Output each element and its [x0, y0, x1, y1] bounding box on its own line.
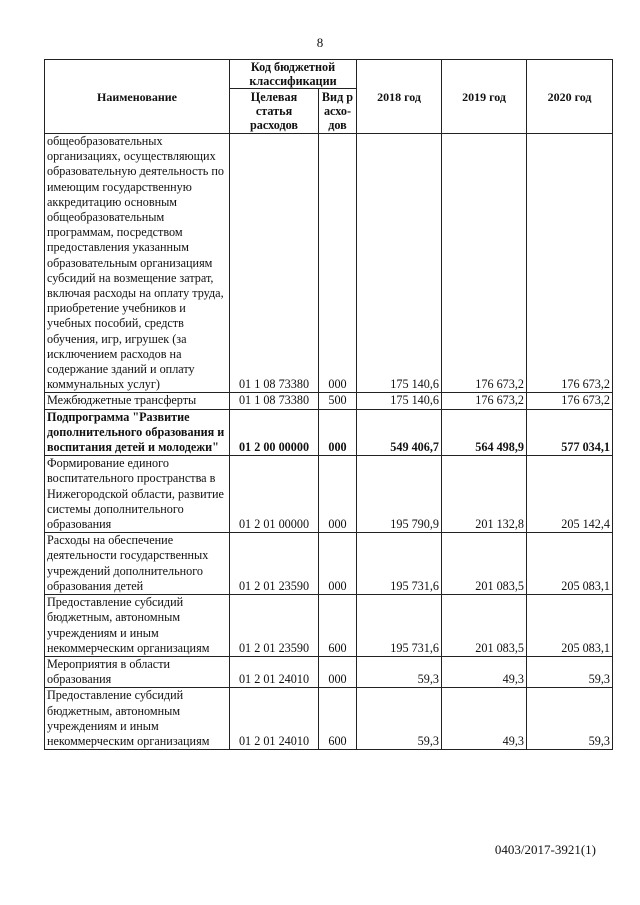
- row-name: Предоставление субсидий бюджетным, автономным учреждениям и иным некоммерческим организациям: [45, 688, 230, 750]
- row-name: Подпрограмма "Развитие дополнительного образования и воспитания детей и молодежи": [45, 409, 230, 456]
- row-name: Мероприятия в области образования: [45, 656, 230, 687]
- row-2019: 49,3: [442, 656, 527, 687]
- row-2020: 59,3: [527, 656, 613, 687]
- row-type: 000: [319, 533, 357, 595]
- table-row: [45, 656, 613, 687]
- row-2018: 549 406,7: [357, 409, 442, 456]
- row-2019: 201 083,5: [442, 533, 527, 595]
- row-2018: 175 140,6: [357, 134, 442, 393]
- row-code: 01 1 08 73380: [230, 393, 319, 409]
- row-2018: 195 731,6: [357, 595, 442, 657]
- row-code: 01 2 01 23590: [230, 533, 319, 595]
- header-2019: 2019 год: [442, 60, 527, 134]
- row-code: 01 2 01 24010: [230, 688, 319, 750]
- row-2020: 176 673,2: [527, 393, 613, 409]
- row-code: 01 2 01 00000: [230, 456, 319, 533]
- row-2019: 176 673,2: [442, 393, 527, 409]
- header-expense-type: Вид расхо-дов: [319, 89, 357, 134]
- row-2019: 564 498,9: [442, 409, 527, 456]
- row-2019: 201 132,8: [442, 456, 527, 533]
- table-row: [45, 134, 613, 393]
- header-2020: 2020 год: [527, 60, 613, 134]
- row-type: 600: [319, 688, 357, 750]
- row-2020: 205 083,1: [527, 595, 613, 657]
- row-code: 01 2 00 00000: [230, 409, 319, 456]
- table-row: [45, 409, 613, 456]
- row-2019: 49,3: [442, 688, 527, 750]
- table-row: [45, 533, 613, 595]
- header-target-article: Целевая статья расходов: [230, 89, 319, 134]
- page-number: 8: [316, 35, 324, 50]
- row-2020: 577 034,1: [527, 409, 613, 456]
- row-name: Формирование единого воспитательного пространства в Нижегородской области, развитие системы дополнительного образования: [45, 456, 230, 533]
- row-code: 01 1 08 73380: [230, 134, 319, 393]
- row-code: 01 2 01 24010: [230, 656, 319, 687]
- row-type: 000: [319, 456, 357, 533]
- row-2018: 195 790,9: [357, 456, 442, 533]
- row-2019: 201 083,5: [442, 595, 527, 657]
- row-2018: 195 731,6: [357, 533, 442, 595]
- row-2018: 59,3: [357, 688, 442, 750]
- table-row: [45, 456, 613, 533]
- table-row: [45, 393, 613, 409]
- row-code: 01 2 01 23590: [230, 595, 319, 657]
- row-name: Расходы на обеспечение деятельности государственных учреждений дополнительного образования детей: [45, 533, 230, 595]
- row-2020: 205 142,4: [527, 456, 613, 533]
- row-2018: 175 140,6: [357, 393, 442, 409]
- budget-table: [44, 59, 613, 750]
- row-name: Межбюджетные трансферты: [45, 393, 230, 409]
- row-2020: 205 083,1: [527, 533, 613, 595]
- row-type: 000: [319, 409, 357, 456]
- row-2020: 176 673,2: [527, 134, 613, 393]
- row-2020: 59,3: [527, 688, 613, 750]
- document-code: 0403/2017-3921(1): [494, 842, 596, 857]
- table-row: [45, 595, 613, 657]
- header-2018: 2018 год: [357, 60, 442, 134]
- row-2018: 59,3: [357, 656, 442, 687]
- row-type: 000: [319, 656, 357, 687]
- row-type: 000: [319, 134, 357, 393]
- row-type: 500: [319, 393, 357, 409]
- header-name: Наименование: [45, 60, 230, 134]
- row-2019: 176 673,2: [442, 134, 527, 393]
- row-type: 600: [319, 595, 357, 657]
- row-name: общеобразовательных организациях, осуществляющих образовательную деятельность по имеющим государственную аккредитацию основным общеобразовательным программам, посредством предоставления указанным образовательным организациям субсидий на возмещение затрат, включая расходы на оплату труда, приобретение учебников и учебных пособий, средств обучения, игр, игрушек (за исключением расходов на содержание зданий и оплату коммунальных услуг): [45, 134, 230, 393]
- row-name: Предоставление субсидий бюджетным, автономным учреждениям и иным некоммерческим организациям: [45, 595, 230, 657]
- header-code-group: Код бюджетной классификации: [230, 60, 357, 89]
- table-row: [45, 688, 613, 750]
